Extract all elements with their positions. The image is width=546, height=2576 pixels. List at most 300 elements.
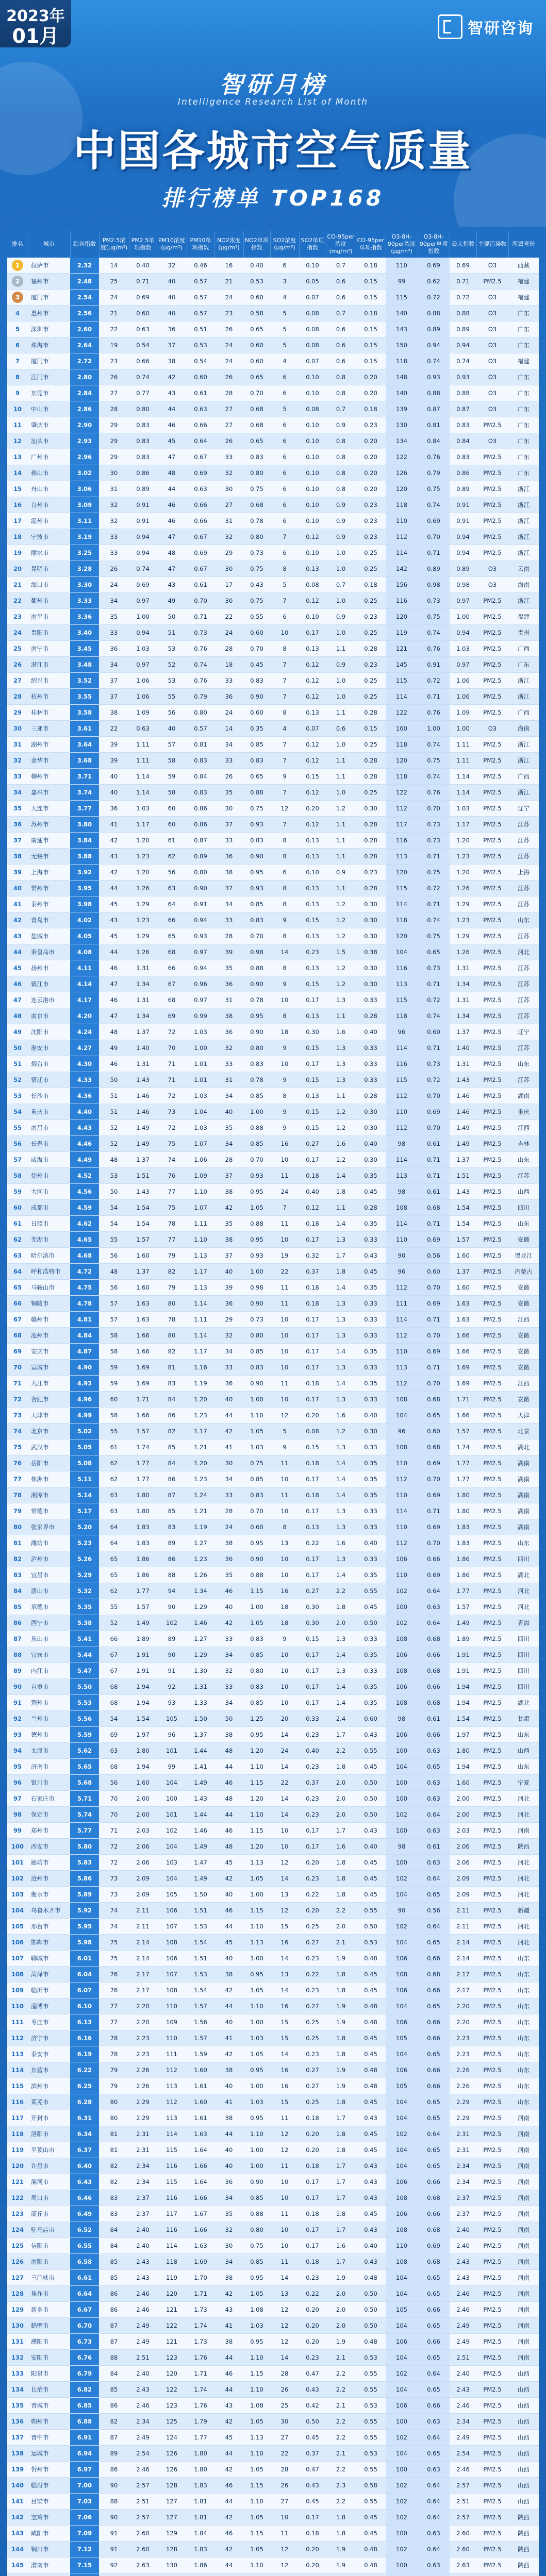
cell-max-index: 2.43	[450, 2254, 476, 2270]
cell-pm10-conc: 115	[157, 2174, 187, 2190]
cell-composite-index: 6.25	[70, 2078, 99, 2094]
cell-co-index: 0.43	[356, 1248, 386, 1264]
cell-primary-pollutant: O3	[476, 258, 508, 274]
cell-so2-conc: 30	[270, 2414, 299, 2430]
cell-max-index: 1.57	[450, 1599, 476, 1615]
cell-primary-pollutant: PM2.5	[476, 1248, 508, 1264]
cell-pm25-index: 2.40	[129, 2366, 157, 2382]
cell-pm10-index: 0.86	[187, 801, 214, 817]
column-header: O3-8H-90per浓度(μg/m³)	[386, 231, 418, 258]
cell-so2-index: 0.12	[299, 785, 326, 801]
cell-pm10-index: 1.37	[187, 1727, 214, 1743]
cell-pm10-index: 1.60	[187, 2062, 214, 2078]
cell-co-conc: 1.9	[326, 2014, 356, 2030]
cell-pm10-conc: 63	[157, 880, 187, 896]
cell-pm10-conc: 89	[157, 1631, 187, 1647]
cell-province: 湖南	[508, 1471, 539, 1487]
cell-province: 广西	[508, 705, 539, 721]
cell-pm25-index: 0.83	[129, 417, 157, 433]
cell-no2-index	[243, 2573, 270, 2576]
cell-city: 西宁市	[28, 1615, 70, 1631]
cell-province: 吉林	[508, 1136, 539, 1152]
cell-max-index: 1.49	[450, 1615, 476, 1631]
cell-pm25-index: 2.49	[129, 2318, 157, 2334]
cell-o3-conc: 114	[386, 545, 418, 561]
cell-rank: 58	[7, 1168, 28, 1184]
cell-co-conc: 1.1	[326, 880, 356, 896]
cell-co-conc: 1.0	[326, 785, 356, 801]
cell-co-conc: 1.7	[326, 1823, 356, 1839]
cell-pm25-conc: 67	[99, 1663, 129, 1679]
cell-pm25-index: 0.97	[129, 657, 157, 673]
cell-pm25-conc: 32	[99, 513, 129, 529]
cell-city: 宜宾市	[28, 1647, 70, 1663]
cell-composite-index: 5.14	[70, 1487, 99, 1503]
cell-composite-index: 3.68	[70, 753, 99, 769]
cell-pm25-index: 1.03	[129, 641, 157, 657]
cell-composite-index: 3.28	[70, 561, 99, 577]
table-row	[7, 1152, 539, 1168]
cell-primary-pollutant: PM2.5	[476, 1487, 508, 1503]
cell-o3-conc: 90	[386, 1903, 418, 1919]
cell-no2-conc: 38	[214, 2062, 243, 2078]
cell-so2-index: 0.25	[299, 2030, 326, 2046]
table-row	[7, 2222, 539, 2238]
cell-rank: 21	[7, 577, 28, 593]
cell-co-conc: 1.2	[326, 960, 356, 976]
cell-o3-index: 0.60	[418, 1024, 450, 1040]
cell-no2-index: 0.65	[243, 769, 270, 785]
cell-province: 广东	[508, 321, 539, 337]
cell-pm25-index: 1.66	[129, 1328, 157, 1344]
cell-province: 山西	[508, 2414, 539, 2430]
cell-so2-index: 0.18	[299, 1487, 326, 1503]
table-row	[7, 1839, 539, 1855]
cell-o3-index: 0.61	[418, 1184, 450, 1200]
cell-co-index: 0.40	[356, 1136, 386, 1152]
cell-co-conc: 1.8	[326, 2126, 356, 2142]
cell-no2-conc: 30	[214, 593, 243, 609]
table-row	[7, 2478, 539, 2494]
cell-pm10-conc: 116	[157, 2158, 187, 2174]
cell-no2-conc: 45	[214, 1855, 243, 1871]
cell-no2-conc: 26	[214, 433, 243, 449]
cell-o3-index: 0.68	[418, 2190, 450, 2206]
cell-max-index: 0.97	[450, 593, 476, 609]
cell-max-index: 2.49	[450, 2334, 476, 2350]
cell-no2-conc: 35	[214, 1567, 243, 1583]
cell-city: 池州市	[28, 1328, 70, 1344]
cell-no2-index: 0.88	[243, 1216, 270, 1232]
cell-composite-index: 2.86	[70, 401, 99, 417]
cell-no2-index: 0.88	[243, 785, 270, 801]
cell-o3-conc: 108	[386, 1392, 418, 1408]
cell-city: 汕头市	[28, 433, 70, 449]
cell-co-conc: 1.3	[326, 1663, 356, 1679]
cell-pm10-index: 1.61	[187, 2110, 214, 2126]
cell-pm25-index: 1.74	[129, 1439, 157, 1455]
cell-co-index: 0.50	[356, 1791, 386, 1807]
cell-co-index: 0.43	[356, 2158, 386, 2174]
cell-province: 江苏	[508, 960, 539, 976]
cell-primary-pollutant: PM2.5	[476, 2222, 508, 2238]
cell-pm10-index: 1.03	[187, 1024, 214, 1040]
cell-province: 河北	[508, 1887, 539, 1903]
brand	[438, 14, 534, 39]
cell-o3-index: 0.71	[418, 976, 450, 992]
cell-o3-index: 0.64	[418, 2478, 450, 2494]
cell-so2-conc: 10	[270, 1567, 299, 1583]
cell-pm25-index: 1.77	[129, 1583, 157, 1599]
cell-rank: 64	[7, 1264, 28, 1280]
cell-pm10-index: 1.01	[187, 1056, 214, 1072]
cell-rank: 95	[7, 1759, 28, 1775]
cell-rank: 139	[7, 2462, 28, 2478]
cell-co-index: 0.40	[356, 2238, 386, 2254]
cell-co-conc: 0.9	[326, 865, 356, 880]
table-row	[7, 1487, 539, 1503]
cell-max-index: 0.89	[450, 481, 476, 497]
table-row	[7, 1679, 539, 1695]
cell-o3-conc: 98	[386, 1136, 418, 1152]
cell-city: 自贡市	[28, 1679, 70, 1695]
cell-o3-index: 0.71	[418, 1312, 450, 1328]
cell-pm25-conc: 36	[99, 801, 129, 817]
table-row	[7, 737, 539, 753]
cell-pm10-index: 0.69	[187, 545, 214, 561]
cell-rank: 47	[7, 992, 28, 1008]
cell-pm10-conc: 32	[157, 258, 187, 274]
cell-composite-index: 2.48	[70, 274, 99, 290]
cell-rank: 51	[7, 1056, 28, 1072]
cell-province: 山东	[508, 2014, 539, 2030]
cell-rank: 98	[7, 1807, 28, 1823]
cell-no2-index: 0.90	[243, 1376, 270, 1392]
cell-primary-pollutant: PM2.5	[476, 944, 508, 960]
table-row	[7, 1551, 539, 1567]
cell-co-conc: 1.1	[326, 769, 356, 785]
cell-pm25-conc: 85	[99, 2382, 129, 2398]
cell-o3-conc: 102	[386, 2430, 418, 2446]
cell-pm25-index: 1.80	[129, 1503, 157, 1519]
sub-title-english: Intelligence Research List of Month	[177, 97, 369, 107]
cell-city: 丽水市	[28, 545, 70, 561]
cell-pm10-conc: 53	[157, 641, 187, 657]
cell-pm10-conc: 83	[157, 1376, 187, 1392]
cell-pm10-index: 0.61	[187, 385, 214, 401]
cell-composite-index: 5.41	[70, 1631, 99, 1647]
cell-max-index: 2.57	[450, 2478, 476, 2494]
cell-max-index: 1.40	[450, 1040, 476, 1056]
cell-so2-index: 0.47	[299, 2366, 326, 2382]
cell-no2-index: 1.10	[243, 1408, 270, 1423]
cell-province: 浙江	[508, 785, 539, 801]
cell-rank: 63	[7, 1248, 28, 1264]
cell-composite-index: 3.98	[70, 896, 99, 912]
cell-no2-index: 0.80	[243, 1328, 270, 1344]
cell-co-index: 0.45	[356, 1871, 386, 1887]
cell-composite-index: 5.83	[70, 1855, 99, 1871]
cell-max-index: 2.57	[450, 2510, 476, 2526]
cell-o3-index: 0.70	[418, 1088, 450, 1104]
cell-province: 陕西	[508, 2510, 539, 2526]
cell-composite-index: 5.80	[70, 1839, 99, 1855]
cell-so2-conc: 12	[270, 2541, 299, 2557]
cell-co-index: 0.18	[356, 258, 386, 274]
cell-composite-index: 6.94	[70, 2446, 99, 2462]
cell-rank: 49	[7, 1024, 28, 1040]
cell-co-index: 0.23	[356, 417, 386, 433]
cell-city: 重庆市	[28, 1104, 70, 1120]
cell-no2-index: 1.05	[243, 2286, 270, 2302]
cell-city: 呼和浩特市	[28, 1264, 70, 1280]
cell-pm25-conc: 37	[99, 673, 129, 689]
cell-pm10-conc: 130	[157, 2557, 187, 2573]
cell-pm25-conc: 72	[99, 1839, 129, 1855]
cell-no2-index: 1.00	[243, 1392, 270, 1408]
cell-so2-index: 0.08	[299, 577, 326, 593]
cell-o3-index: 0.66	[418, 2398, 450, 2414]
cell-no2-index: 0.90	[243, 1296, 270, 1312]
cell-co-index: 0.33	[356, 1439, 386, 1455]
cell-pm10-index: 1.49	[187, 1839, 214, 1855]
cell-so2-index: 0.12	[299, 689, 326, 705]
cell-so2-index: 0.12	[299, 673, 326, 689]
cell-o3-conc: 118	[386, 737, 418, 753]
date-month: 01月	[12, 25, 59, 47]
table-row	[7, 849, 539, 865]
cell-co-index: 0.43	[356, 2254, 386, 2270]
table-row	[7, 1264, 539, 1280]
cell-max-index: 2.34	[450, 2158, 476, 2174]
cell-composite-index: 4.99	[70, 1408, 99, 1423]
cell-co-index: 0.28	[356, 1200, 386, 1216]
cell-so2-index: 0.20	[299, 2142, 326, 2158]
cell-so2-conc: 6	[270, 481, 299, 497]
cell-co-index: 0.35	[356, 1376, 386, 1392]
cell-composite-index: 5.77	[70, 1823, 99, 1839]
cell-so2-conc: 6	[270, 433, 299, 449]
cell-no2-index: 0.85	[243, 1088, 270, 1104]
cell-co-index: 0.48	[356, 2014, 386, 2030]
cell-city: 湖州市	[28, 737, 70, 753]
cell-max-index: 2.14	[450, 1935, 476, 1951]
cell-co-index: 0.45	[356, 1759, 386, 1775]
cell-no2-conc: 38	[214, 2334, 243, 2350]
cell-pm25-conc: 83	[99, 2190, 129, 2206]
cell-rank: 26	[7, 657, 28, 673]
cell-co-conc: 0.6	[326, 321, 356, 337]
cell-so2-index: 0.23	[299, 1871, 326, 1887]
cell-co-conc: 0.8	[326, 385, 356, 401]
cell-o3-conc: 105	[386, 2030, 418, 2046]
cell-pm25-conc: 34	[99, 657, 129, 673]
cell-pm10-conc: 61	[157, 833, 187, 849]
cell-rank: 39	[7, 865, 28, 880]
cell-no2-conc: 44	[214, 2126, 243, 2142]
cell-pm10-index: 1.86	[187, 2557, 214, 2573]
cell-so2-conc: 6	[270, 497, 299, 513]
cell-o3-conc: 98	[386, 1184, 418, 1200]
cell-o3-index: 0.63	[418, 1823, 450, 1839]
cell-rank: 46	[7, 976, 28, 992]
cell-o3-index: 0.64	[418, 1615, 450, 1631]
cell-no2-conc: 40	[214, 2078, 243, 2094]
cell-composite-index: 2.54	[70, 290, 99, 306]
cell-province: 山东	[508, 1759, 539, 1775]
cell-o3-conc: 110	[386, 1519, 418, 1535]
cell-rank: 123	[7, 2206, 28, 2222]
cell-pm25-conc: 48	[99, 1152, 129, 1168]
cell-no2-index: 1.03	[243, 2094, 270, 2110]
cell-o3-conc: 113	[386, 849, 418, 865]
cell-rank: 83	[7, 1567, 28, 1583]
cell-o3-index: 0.66	[418, 1647, 450, 1663]
cell-primary-pollutant: PM2.5	[476, 2557, 508, 2573]
cell-co-conc: 1.2	[326, 912, 356, 928]
cell-so2-conc: 12	[270, 801, 299, 817]
cell-no2-index: 1.03	[243, 2318, 270, 2334]
cell-pm25-index: 1.60	[129, 1775, 157, 1791]
cell-no2-index: 0.85	[243, 737, 270, 753]
cell-city: 温州市	[28, 513, 70, 529]
table-row	[7, 2446, 539, 2462]
cell-pm10-index: 1.17	[187, 1344, 214, 1360]
cell-rank: 129	[7, 2302, 28, 2318]
cell-max-index: 2.40	[450, 2238, 476, 2254]
cell-province: 山西	[508, 2462, 539, 2478]
cell-co-conc: 1.1	[326, 641, 356, 657]
table-row	[7, 1503, 539, 1519]
cell-so2-index: 0.12	[299, 1200, 326, 1216]
cell-so2-conc: 10	[270, 1360, 299, 1376]
cell-pm10-conc: 70	[157, 1040, 187, 1056]
cell-pm25-index: 2.51	[129, 2494, 157, 2510]
cell-pm10-index: 1.30	[187, 1663, 214, 1679]
column-header: PM2.5单项指数	[129, 231, 157, 258]
cell-max-index: 2.00	[450, 1807, 476, 1823]
cell-city: 北京市	[28, 1423, 70, 1439]
cell-no2-index: 0.58	[243, 306, 270, 321]
cell-o3-index: 0.73	[418, 960, 450, 976]
cell-max-index: 1.51	[450, 1168, 476, 1184]
cell-so2-conc: 10	[270, 1471, 299, 1487]
cell-no2-conc: 40	[214, 2014, 243, 2030]
cell-no2-conc: 43	[214, 2302, 243, 2318]
cell-so2-index: 0.43	[299, 2478, 326, 2494]
cell-so2-conc: 11	[270, 1376, 299, 1392]
cell-pm10-index: 0.90	[187, 880, 214, 896]
cell-city: 苏州市	[28, 817, 70, 833]
cell-co-index: 0.18	[356, 401, 386, 417]
cell-so2-index: 0.10	[299, 609, 326, 625]
table-row	[7, 369, 539, 385]
cell-pm25-conc: 88	[99, 2494, 129, 2510]
cell-o3-index: 0.65	[418, 944, 450, 960]
cell-rank: 48	[7, 1008, 28, 1024]
cell-o3-conc: 104	[386, 2110, 418, 2126]
cell-pm25-conc: 46	[99, 1056, 129, 1072]
cell-pm10-index: 1.20	[187, 1455, 214, 1471]
cell-no2-conc: 32	[214, 1040, 243, 1056]
cell-no2-index: 0.95	[243, 2334, 270, 2350]
cell-o3-index: 0.75	[418, 865, 450, 880]
cell-o3-index: 0.69	[418, 258, 450, 274]
cell-pm25-conc: 24	[99, 577, 129, 593]
cell-pm25-conc: 44	[99, 880, 129, 896]
cell-pm25-index: 2.34	[129, 2158, 157, 2174]
cell-pm10-conc: 43	[157, 385, 187, 401]
cell-so2-index: 0.10	[299, 865, 326, 880]
cell-pm25-conc: 23	[99, 353, 129, 369]
cell-max-index: 2.26	[450, 2062, 476, 2078]
cell-so2-conc: 5	[270, 401, 299, 417]
table-row	[7, 1344, 539, 1360]
cell-no2-conc: 48	[214, 1791, 243, 1807]
cell-so2-conc: 10	[270, 2238, 299, 2254]
cell-rank: 67	[7, 1312, 28, 1328]
cell-o3-index: 0.74	[418, 737, 450, 753]
cell-rank: 103	[7, 1887, 28, 1903]
cell-city: 天津市	[28, 1408, 70, 1423]
cell-pm25-index: 0.40	[129, 258, 157, 274]
cell-rank	[7, 290, 28, 306]
cell-max-index: 1.80	[450, 1743, 476, 1759]
cell-so2-index: 0.20	[299, 2126, 326, 2142]
cell-primary-pollutant: PM2.5	[476, 2510, 508, 2526]
cell-so2-index: 0.22	[299, 1967, 326, 1982]
cell-rank: 60	[7, 1200, 28, 1216]
cell-pm25-index: 2.26	[129, 2062, 157, 2078]
cell-city: 三亚市	[28, 721, 70, 737]
cell-pm10-index: 0.80	[187, 705, 214, 721]
cell-co-conc: 0.7	[326, 401, 356, 417]
cell-max-index: 1.60	[450, 1775, 476, 1791]
cell-so2-conc: 12	[270, 1408, 299, 1423]
cell-pm10-index: 1.83	[187, 2478, 214, 2494]
cell-so2-index: 0.20	[299, 1903, 326, 1919]
cell-primary-pollutant: PM2.5	[476, 2414, 508, 2430]
cell-pm10-index: 1.54	[187, 1982, 214, 1998]
cell-pm10-conc: 114	[157, 2238, 187, 2254]
cell-no2-conc	[214, 2573, 243, 2576]
cell-no2-conc: 31	[214, 1072, 243, 1088]
cell-co-index: 0.48	[356, 2078, 386, 2094]
cell-o3-conc: 104	[386, 2382, 418, 2398]
cell-max-index: 1.74	[450, 1439, 476, 1455]
cell-pm25-conc: 84	[99, 2366, 129, 2382]
cell-so2-conc: 20	[270, 1711, 299, 1727]
cell-co-conc: 1.3	[326, 1551, 356, 1567]
cell-province: 河北	[508, 1919, 539, 1935]
column-header: 城市	[28, 231, 70, 258]
cell-primary-pollutant: PM2.5	[476, 928, 508, 944]
cell-co-index: 0.33	[356, 1551, 386, 1567]
cell-city: 泰州市	[28, 896, 70, 912]
cell-no2-index: 0.88	[243, 1120, 270, 1136]
cell-pm10-conc: 57	[157, 737, 187, 753]
cell-o3-conc: 110	[386, 1567, 418, 1583]
cell-rank: 104	[7, 1903, 28, 1919]
cell-co-index: 0.48	[356, 2334, 386, 2350]
cell-pm10-index: 1.49	[187, 1775, 214, 1791]
table-row	[7, 1855, 539, 1871]
cell-city: 杭州市	[28, 689, 70, 705]
cell-pm25-conc: 82	[99, 2414, 129, 2430]
cell-pm25-conc: 60	[99, 1392, 129, 1408]
cell-so2-index: 0.12	[299, 817, 326, 833]
column-header: 所属省份	[508, 231, 539, 258]
